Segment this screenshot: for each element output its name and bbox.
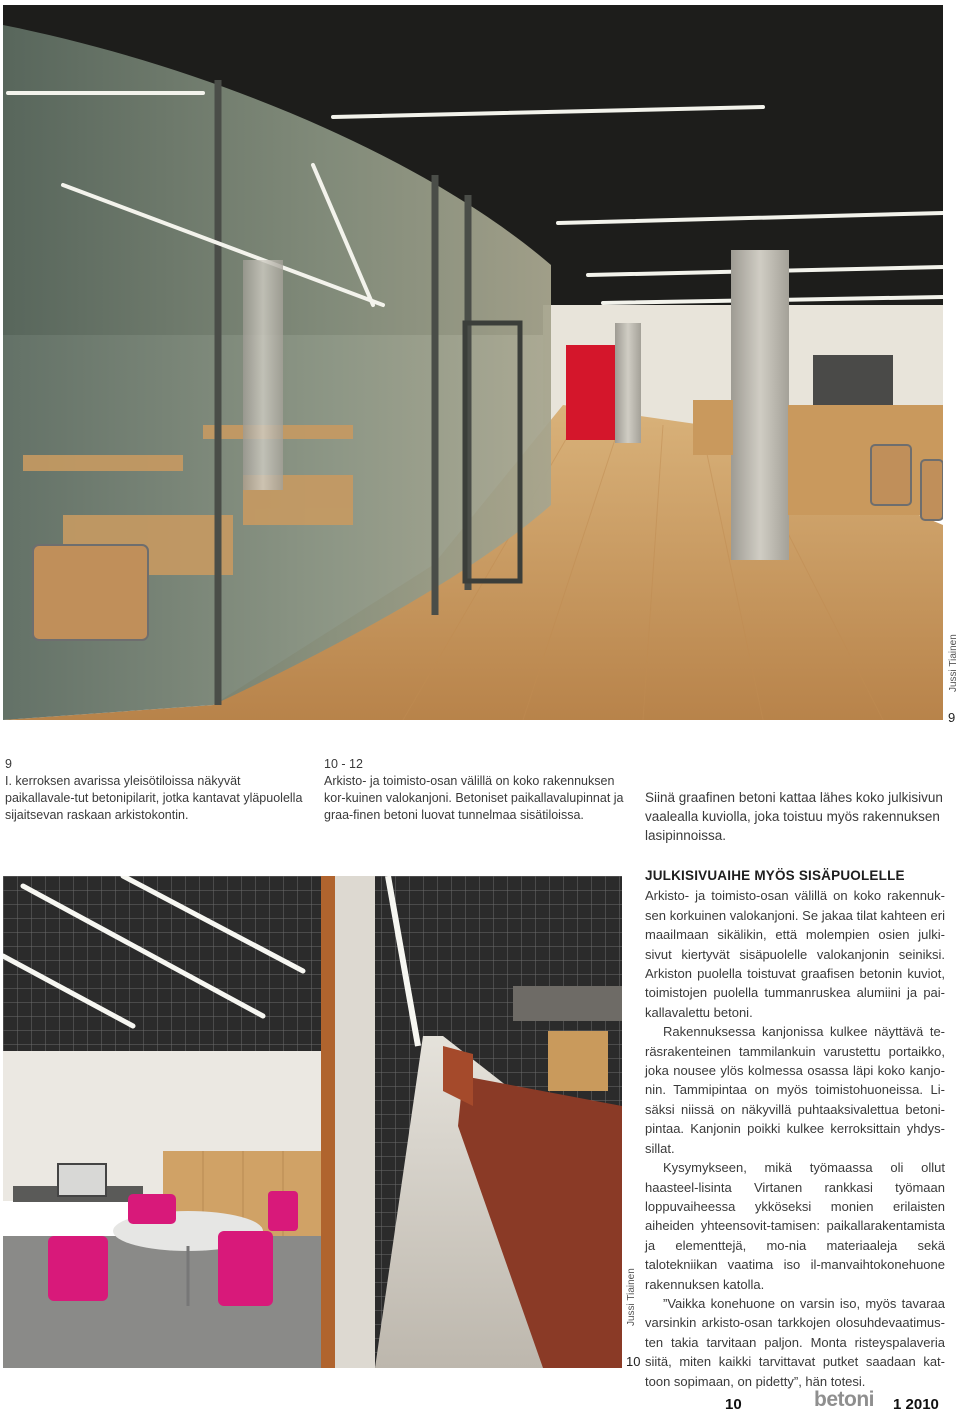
article-column xyxy=(645,866,945,1391)
caption-10-12-text: Arkisto- ja toimisto-osan välillä on koko rakennuksen kor-kuinen valokanjoni. Betoniset paikallavalupinnat ja graa-finen betoni luovat tunnelmaa sisätiloissa. xyxy=(324,774,624,822)
caption-10-12 xyxy=(324,756,626,824)
lead-paragraph: Siinä graafinen betoni kattaa lähes koko julkisivun vaalealla kuviolla, joka toistuu myös rakennuksen lasipinnoissa. xyxy=(645,790,943,843)
top-photo-number: 9 xyxy=(948,710,956,725)
caption-9-text: I. kerroksen avarissa yleisötiloissa näkyvät paikallavale-tut betonipilarit, jotka kantavat yläpuolella sijaitsevan raskaan arkistokontin. xyxy=(5,774,303,822)
bottom-photo-number: 10 xyxy=(626,1354,641,1369)
caption-10-12-number: 10 - 12 xyxy=(324,757,363,771)
issue-number: 1 2010 xyxy=(893,1396,939,1413)
article-heading: JULKISIVUAIHE MYÖS SISÄPUOLELLE xyxy=(645,868,905,883)
top-photo xyxy=(3,5,943,720)
bottom-photo-illustration xyxy=(3,876,622,1368)
page-number: 10 xyxy=(725,1396,742,1413)
betoni-logo: betoni xyxy=(814,1388,874,1411)
top-photo-illustration xyxy=(3,5,943,720)
caption-9-number: 9 xyxy=(5,757,12,771)
bottom-photo-credit: Jussi Tiainen xyxy=(626,1268,637,1326)
article-paragraph: ”Vaikka konehuone on varsin iso, myös tavaraa varsinkin arkisto-osan tarkkojen olosuhdevaatimus-ten takia tarvitaan paljon. Monta risteyspalaveria siitä, miten kaikki tarvittavat putket saadaan kat-toon sopimaan, on pidetty”, hän totesi. xyxy=(645,1295,945,1389)
bottom-photo xyxy=(3,876,622,1368)
article-paragraph: Rakennuksessa kanjonissa kulkee näyttävä te-räsrakenteinen tammilankuin varustettu portaikko, joka nousee ylös kolmessa osassa läpi koko kanjo-nin. Tammipintaa on myös toimistohuoneissa. Li-säksi niissä on näkyvillä puhtaaksivalettua betoni-pintaa. Kanjonin poikki kulkee kerroksittain yhdys-sillat. xyxy=(645,1024,945,1156)
top-photo-credit: Jussi Tiainen xyxy=(948,634,959,692)
article-paragraph: Arkisto- ja toimisto-osan välillä on koko rakennuk-sen korkuinen valokanjoni. Se jakaa tilat kahteen eri maailmaan sikälikin, että molempien osien julki-sivut kiertyvät sisäpuolelle valokanjonin seiniksi. Arkiston puolella toistuvat graafisen betonin kuviot, toimistojen puolella tummanruskea alumiini ja pai-kallavalettu betoni. xyxy=(645,888,945,1020)
article-paragraph: Kysymykseen, mikä työmaassa oli ollut haasteel-lisinta Virtanen rankkasi työmaan loppuvaiheessa ykköseksi monien erilaisten aiheiden yhteensovit-tamisen: paikallarakentamista ja elementtejä, mo-nia materiaaleja sekä talotekniikan vaatima iso il-manvaihtokonehuone rakennuksen katolla. xyxy=(645,1160,945,1292)
caption-9 xyxy=(5,756,305,824)
